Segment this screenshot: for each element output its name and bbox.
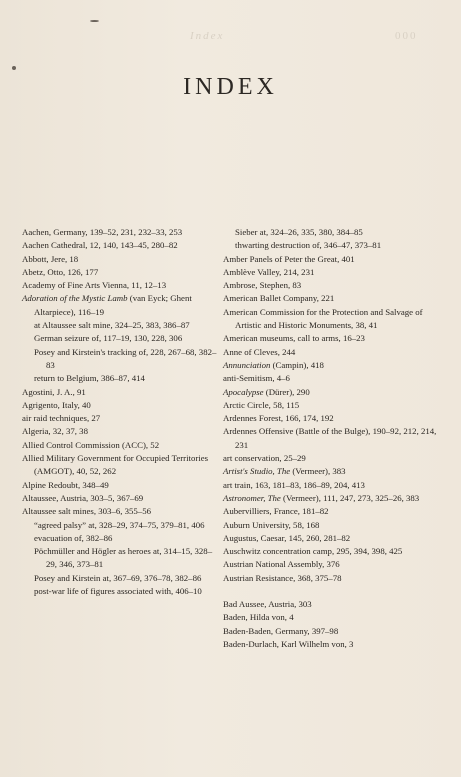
index-entry: Allied Military Government for Occupied Territories (AMGOT), 40, 52, 262 — [22, 453, 209, 477]
bleed-through-left: Index — [190, 30, 225, 42]
index-subentry: return to Belgium, 386–87, 414 — [34, 373, 145, 384]
index-entry: Ambrose, Stephen, 83 — [223, 280, 302, 291]
index-entry — [223, 386, 443, 399]
index-entry: Agostini, J. A., 91 — [22, 386, 86, 397]
index-entry — [223, 465, 443, 478]
work-title: Annunciation — [223, 359, 271, 370]
index-entry: Aubervilliers, France, 181–82 — [223, 506, 329, 517]
index-subentry: “agreed palsy” at, 328–29, 374–75, 379–81, 406 — [34, 519, 205, 530]
index-entry: Augustus, Caesar, 145, 260, 281–82 — [223, 532, 351, 543]
entry-text: (van Eyck; Ghent Altarpiece), 116–19 — [34, 293, 192, 317]
work-title: Astronomer, The — [223, 492, 281, 503]
index-entry: Auschwitz concentration camp, 295, 394, 398, 425 — [223, 546, 403, 557]
index-subentry: post-war life of figures associated with, 406–10 — [34, 586, 202, 597]
index-entry: art conservation, 25–29 — [223, 453, 306, 464]
index-entry: Abbott, Jere, 18 — [22, 253, 79, 264]
index-entry: Amblève Valley, 214, 231 — [223, 266, 315, 277]
index-entry — [223, 359, 443, 372]
index-entry: Allied Control Commission (ACC), 52 — [22, 439, 160, 450]
index-entry: Austrian National Assembly, 376 — [223, 559, 340, 570]
index-subentry: thwarting destruction of, 346–47, 373–81 — [235, 240, 382, 251]
index-entry: Baden-Baden, Germany, 397–98 — [223, 625, 339, 636]
index-entry — [223, 492, 443, 505]
bleed-through-right: 000 — [395, 30, 418, 42]
index-entry: Arctic Circle, 58, 115 — [223, 399, 300, 410]
index-entry: anti-Semitism, 4–6 — [223, 373, 290, 384]
page-title: INDEX — [183, 74, 278, 100]
work-title: Artist's Studio, The — [223, 466, 291, 477]
index-entry: Ardennes Offensive (Battle of the Bulge), 190–92, 212, 214, 231 — [223, 426, 437, 450]
index-subentry: Posey and Kirstein's tracking of, 228, 267–68, 382–83 — [34, 346, 217, 370]
index-subentry: evacuation of, 382–86 — [34, 532, 113, 543]
index-entry: Aachen, Germany, 139–52, 231, 232–33, 253 — [22, 227, 183, 237]
index-subentry: Sieber at, 324–26, 335, 380, 384–85 — [235, 227, 363, 237]
work-title: Apocalypse — [223, 386, 264, 397]
ink-speck — [12, 66, 16, 70]
work-title: Adoration of the Mystic Lamb — [22, 293, 128, 304]
index-entry: Alpine Redoubt, 348–49 — [22, 479, 109, 490]
index-subentry: at Altaussee salt mine, 324–25, 383, 386–87 — [34, 320, 190, 331]
index-entry: Abetz, Otto, 126, 177 — [22, 266, 99, 277]
index-column-right — [223, 226, 443, 651]
index-entry: Amber Panels of Peter the Great, 401 — [223, 253, 355, 264]
index-entry: Baden-Durlach, Karl Wilhelm von, 3 — [223, 638, 354, 649]
index-entry: Austrian Resistance, 368, 375–78 — [223, 572, 342, 583]
index-entry: Academy of Fine Arts Vienna, 11, 12–13 — [22, 280, 167, 291]
index-entry: Agrigento, Italy, 40 — [22, 399, 91, 410]
index-entry: Ardennes Forest, 166, 174, 192 — [223, 413, 334, 424]
entry-text: (Dürer), 290 — [263, 386, 310, 397]
index-entry: art train, 163, 181–83, 186–89, 204, 413 — [223, 479, 365, 490]
index-subentry: Pöchmüller and Högler as heroes at, 314–15, 328–29, 346, 373–81 — [34, 546, 213, 570]
ink-speck — [90, 20, 99, 22]
index-entry: Aachen Cathedral, 12, 140, 143–45, 280–82 — [22, 240, 178, 251]
letter-gap — [223, 585, 443, 598]
index-entry: Bad Aussee, Austria, 303 — [223, 599, 312, 610]
index-entry: American museums, call to arms, 16–23 — [223, 333, 365, 344]
index-entry: Auburn University, 58, 168 — [223, 519, 320, 530]
entry-text: (Vermeer), 383 — [290, 466, 346, 477]
index-subentry: Posey and Kirstein at, 367–69, 376–78, 382–86 — [34, 572, 202, 583]
index-subentry: German seizure of, 117–19, 130, 228, 306 — [34, 333, 183, 344]
index-entry: American Commission for the Protection and Salvage of Artistic and Historic Monuments, 38, 41 — [223, 306, 423, 331]
index-entry: Algeria, 32, 37, 38 — [22, 426, 88, 437]
index-entry: air raid techniques, 27 — [22, 413, 101, 424]
index-entry: Altaussee salt mines, 303–6, 355–56 — [22, 506, 152, 517]
index-entry — [22, 292, 220, 319]
index-entry: Altaussee, Austria, 303–5, 367–69 — [22, 492, 144, 503]
index-entry: Baden, Hilda von, 4 — [223, 612, 294, 623]
entry-text: (Campin), 418 — [270, 359, 324, 370]
index-column-left — [22, 226, 220, 598]
index-entry: American Ballet Company, 221 — [223, 293, 335, 304]
entry-text: (Vermeer), 111, 247, 273, 325–26, 383 — [280, 492, 420, 503]
index-entry: Anne of Cleves, 244 — [223, 346, 296, 357]
